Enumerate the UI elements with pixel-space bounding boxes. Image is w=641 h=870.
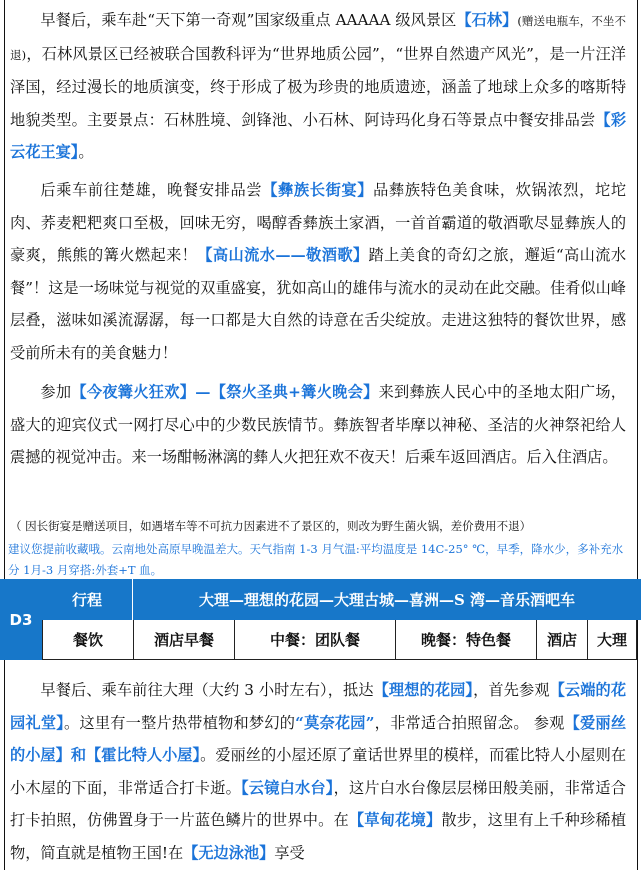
paragraph-text: 参加 — [40, 383, 72, 401]
paragraph-text: ，非常适合拍照留念。 参观 — [374, 713, 565, 732]
itinerary-label: 行程 — [42, 579, 133, 620]
highlight-meadow: 【草甸花境】 — [348, 811, 442, 830]
highlight-white-terrace: 【云镜白水台】 — [241, 778, 334, 797]
paragraph-text: 。爱丽丝的小屋还原了童话世界里的模样，而霍比特人小屋则在小木屋的下面，非常适合打卡逝。 — [10, 746, 627, 797]
paragraph-text: ，石林风景区已经被联合国教科评为“世界地质公园”，“世界自然遗产风光”，是一片汪洋泽国，经过漫长的地质演变，终于形成了极为珍贵的地质遗迹，涵盖了地球上众多的喀斯特地貌类型。主要景点：石林胜境、剑锋池、小石林、阿诗玛化身石等景点中餐安排品尝 — [10, 44, 626, 129]
paragraph-text: 后乘车前往楚雄，晚餐安排品尝 — [40, 181, 263, 199]
highlight-street-feast: 【彝族长街宴】 — [262, 181, 374, 199]
paragraph-text: 。这里有一整片热带植物和梦幻的 — [64, 713, 296, 732]
highlight-toast-song: 【高山流水——敬酒歌】 — [197, 246, 369, 265]
paragraph-text: 。 — [78, 143, 94, 162]
day-header-table — [0, 579, 641, 660]
meals-row — [42, 620, 637, 660]
highlight-ideal-garden: 【理想的花园】 — [373, 681, 474, 699]
note-inline: (赠送电瓶车，不坐不退) — [10, 14, 626, 62]
paragraph-dali-garden — [10, 674, 626, 870]
meals-label: 餐饮 — [43, 620, 134, 659]
paragraph-text: 踏上美食的奇幻之旅，邂逅“高山流水餐”！这是一场味觉与视觉的双重盛宴，犹如高山的雄伟与流水的灵动在此交融。佳肴似山峰层叠，滋味如溪流潺潺，每一口都是大自然的诗意在舌尖绽放。走进这独特的餐饮世界，感受前所未有的美食魅力！ — [10, 246, 627, 362]
highlight-shilin: 【石林】 — [456, 11, 518, 29]
itinerary-row — [42, 579, 641, 620]
paragraph-bonfire — [10, 376, 626, 474]
highlight-feast: 【彩云花王宴】 — [10, 110, 627, 162]
lunch-cell: 中餐：团队餐 — [235, 620, 396, 659]
footnote: （ 因长街宴是赠送项目，如遇堵车等不可抗力因素进不了景区的，则改为野生菌火锅，差价费用不退） — [10, 519, 532, 533]
highlight-monet: “莫奈花园” — [295, 713, 375, 732]
itinerary-route: 大理—理想的花园—大理古城—喜洲—S 湾—音乐酒吧车 — [198, 591, 576, 609]
paragraph-text: ，这片白水台像层层梯田般美丽，非常适合打卡拍照，仿佛置身于一片蓝色鳞片的世界中。在 — [10, 778, 626, 830]
weather-tip: 建议您提前收藏哦。云南地处高原早晚温差大。天气指南 1-3 月气温:平均温度是 14C-25° ℃，早季，降水少，多补充水分 1月-3 月穿搭:外套+T 血。 — [8, 542, 624, 577]
paragraph-text: 品彝族特色美食味，炊锅浓烈，坨坨肉、荞麦粑粑爽口至极，回味无穷，喝醇香彝族土家酒，一首首霸道的敬酒歌尽显彝族人的豪爽，熊熊的篝火燃起来！ — [10, 181, 627, 265]
paragraph-chuxiong — [10, 174, 626, 370]
highlight-bonfire: 【今夜篝火狂欢】—【祭火圣典+篝火晚会】 — [71, 383, 379, 401]
dinner-cell: 晚餐：特色餐 — [396, 620, 537, 659]
paragraph-text: 早餐后，乘车赴“天下第一奇观”国家级重点 AAAAA 级风景区 — [40, 11, 457, 29]
paragraph-text: 早餐后、乘车前往大理（大约 3 小时左右），抵达 — [40, 681, 374, 699]
paragraph-text: 来到彝族人民心中的圣地太阳广场，盛大的迎宾仪式一网打尽心中的少数民族情节。彝族智者毕摩以神秘、圣洁的火神祭祀给人震撼的视觉冲击。来一场酣畅淋漓的彝人火把狂欢不夜天！后乘车返回酒店。后入住酒店。 — [10, 383, 626, 467]
day-label: D3 — [0, 579, 42, 660]
highlight-cloud-hall: 【云端的花园礼堂】 — [10, 681, 627, 732]
paragraph-shilin — [10, 4, 626, 169]
hotel-city: 大理 — [596, 631, 627, 649]
paragraph-text: ，首先参观 — [473, 681, 550, 699]
breakfast-cell: 酒店早餐 — [134, 620, 235, 659]
paragraph-text: 散步，这里有上千种珍稀植物，简直就是植物王国!在 — [10, 811, 627, 862]
highlight-pool: 【无边泳池】 — [183, 843, 275, 862]
highlight-cottages: 【爱丽丝的小屋】和【霍比特人小屋】 — [10, 713, 626, 765]
paragraph-text: 享受 — [274, 843, 305, 862]
hotel-label: 酒店 — [537, 620, 588, 659]
